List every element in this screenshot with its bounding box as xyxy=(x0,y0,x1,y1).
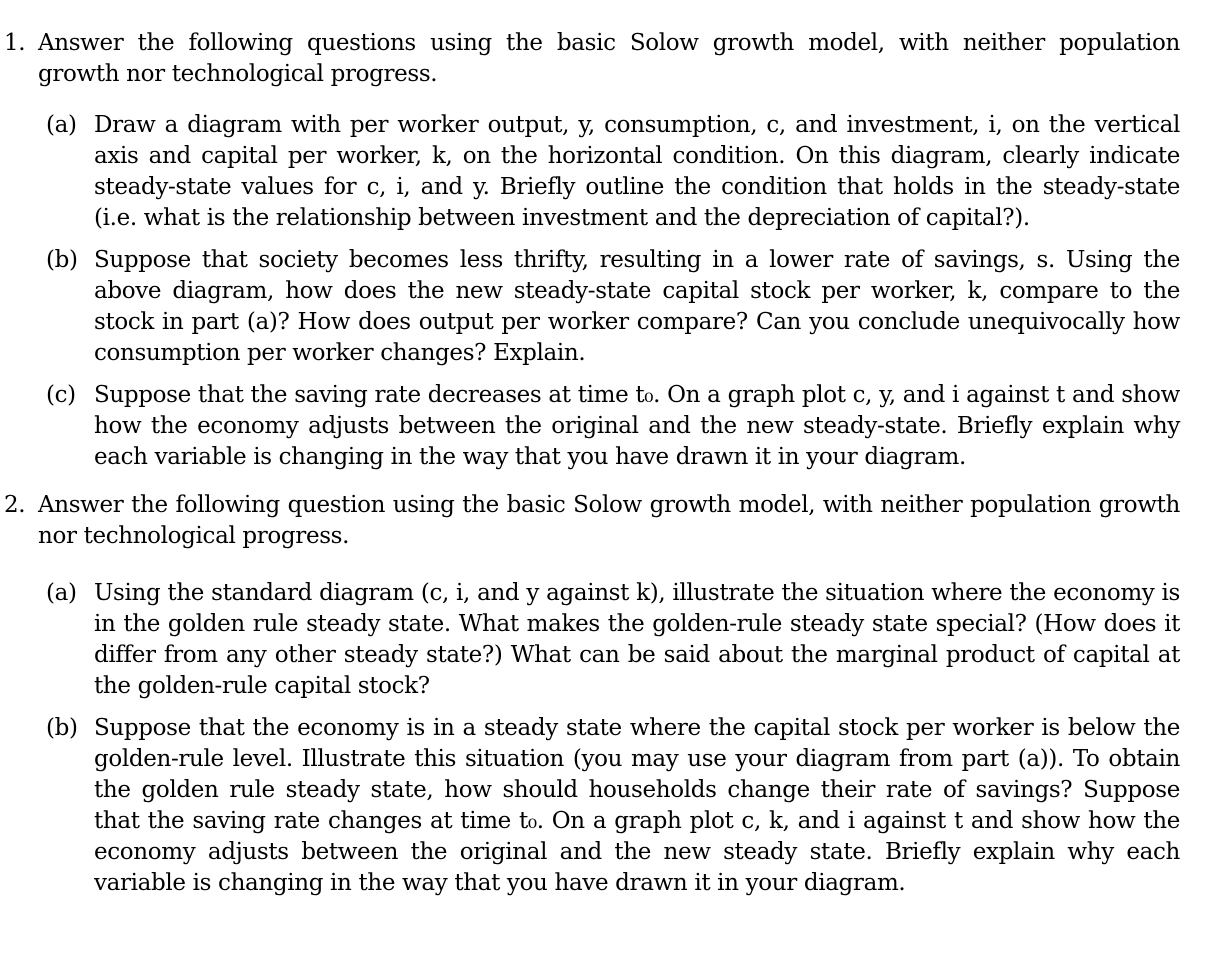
question-1-part-a xyxy=(46,110,1180,234)
part-text: Draw a diagram with per worker output, y, consumption, c, and investment, i, on the vertical axis and capital per worker, k, on the horizontal condition. On this diagram, clearly indicate steady-state values for c, i, and y. Briefly outline the condition that holds in the steady-state (i.e. what is the relationship between investment and the depreciation of capital?). xyxy=(94,112,1180,231)
question-1 xyxy=(4,28,1180,90)
question-1-number: 1. xyxy=(4,30,26,56)
question-1-text: Answer the following questions using the basic Solow growth model, with neither population growth nor technological progress. xyxy=(38,30,1180,87)
question-1-part-b xyxy=(46,245,1180,369)
part-label: (b) xyxy=(46,247,78,273)
question-2-part-b xyxy=(46,713,1180,899)
question-2-parts xyxy=(46,578,1180,899)
question-1-part-c xyxy=(46,380,1180,473)
part-text: Suppose that society becomes less thrifty, resulting in a lower rate of savings, s. Using the above diagram, how does the new steady-state capital stock per worker, k, compare to the stock in part (a)? How does output per worker compare? Can you conclude unequivocally how consumption per worker changes? Explain. xyxy=(94,247,1180,366)
part-label: (a) xyxy=(46,112,77,138)
question-1-parts xyxy=(46,110,1180,473)
question-2-text: Answer the following question using the basic Solow growth model, with neither population growth nor technological progress. xyxy=(38,492,1180,549)
question-2-number: 2. xyxy=(4,492,26,518)
question-2 xyxy=(4,490,1180,552)
part-text: Suppose that the saving rate decreases at time t₀. On a graph plot c, y, and i against t and show how the economy adjusts between the original and the new steady-state. Briefly explain why each variable is changing in the way that you have drawn it in your diagram. xyxy=(94,382,1180,470)
part-text: Suppose that the economy is in a steady state where the capital stock per worker is below the golden-rule level. Illustrate this situation (you may use your diagram from part (a)). To obtain the golden rule steady state, how should households change their rate of savings? Suppose that the saving rate changes at time t₀. On a graph plot c, k, and i against t and show how the economy adjusts between the original and the new steady state. Briefly explain why each variable is changing in the way that you have drawn it in your diagram. xyxy=(94,715,1180,896)
part-label: (c) xyxy=(46,382,76,408)
part-label: (b) xyxy=(46,715,78,741)
part-text: Using the standard diagram (c, i, and y against k), illustrate the situation where the economy is in the golden rule steady state. What makes the golden-rule steady state special? (How does it differ from any other steady state?) What can be said about the marginal product of capital at the golden-rule capital stock? xyxy=(94,580,1180,699)
question-2-part-a xyxy=(46,578,1180,702)
part-label: (a) xyxy=(46,580,77,606)
